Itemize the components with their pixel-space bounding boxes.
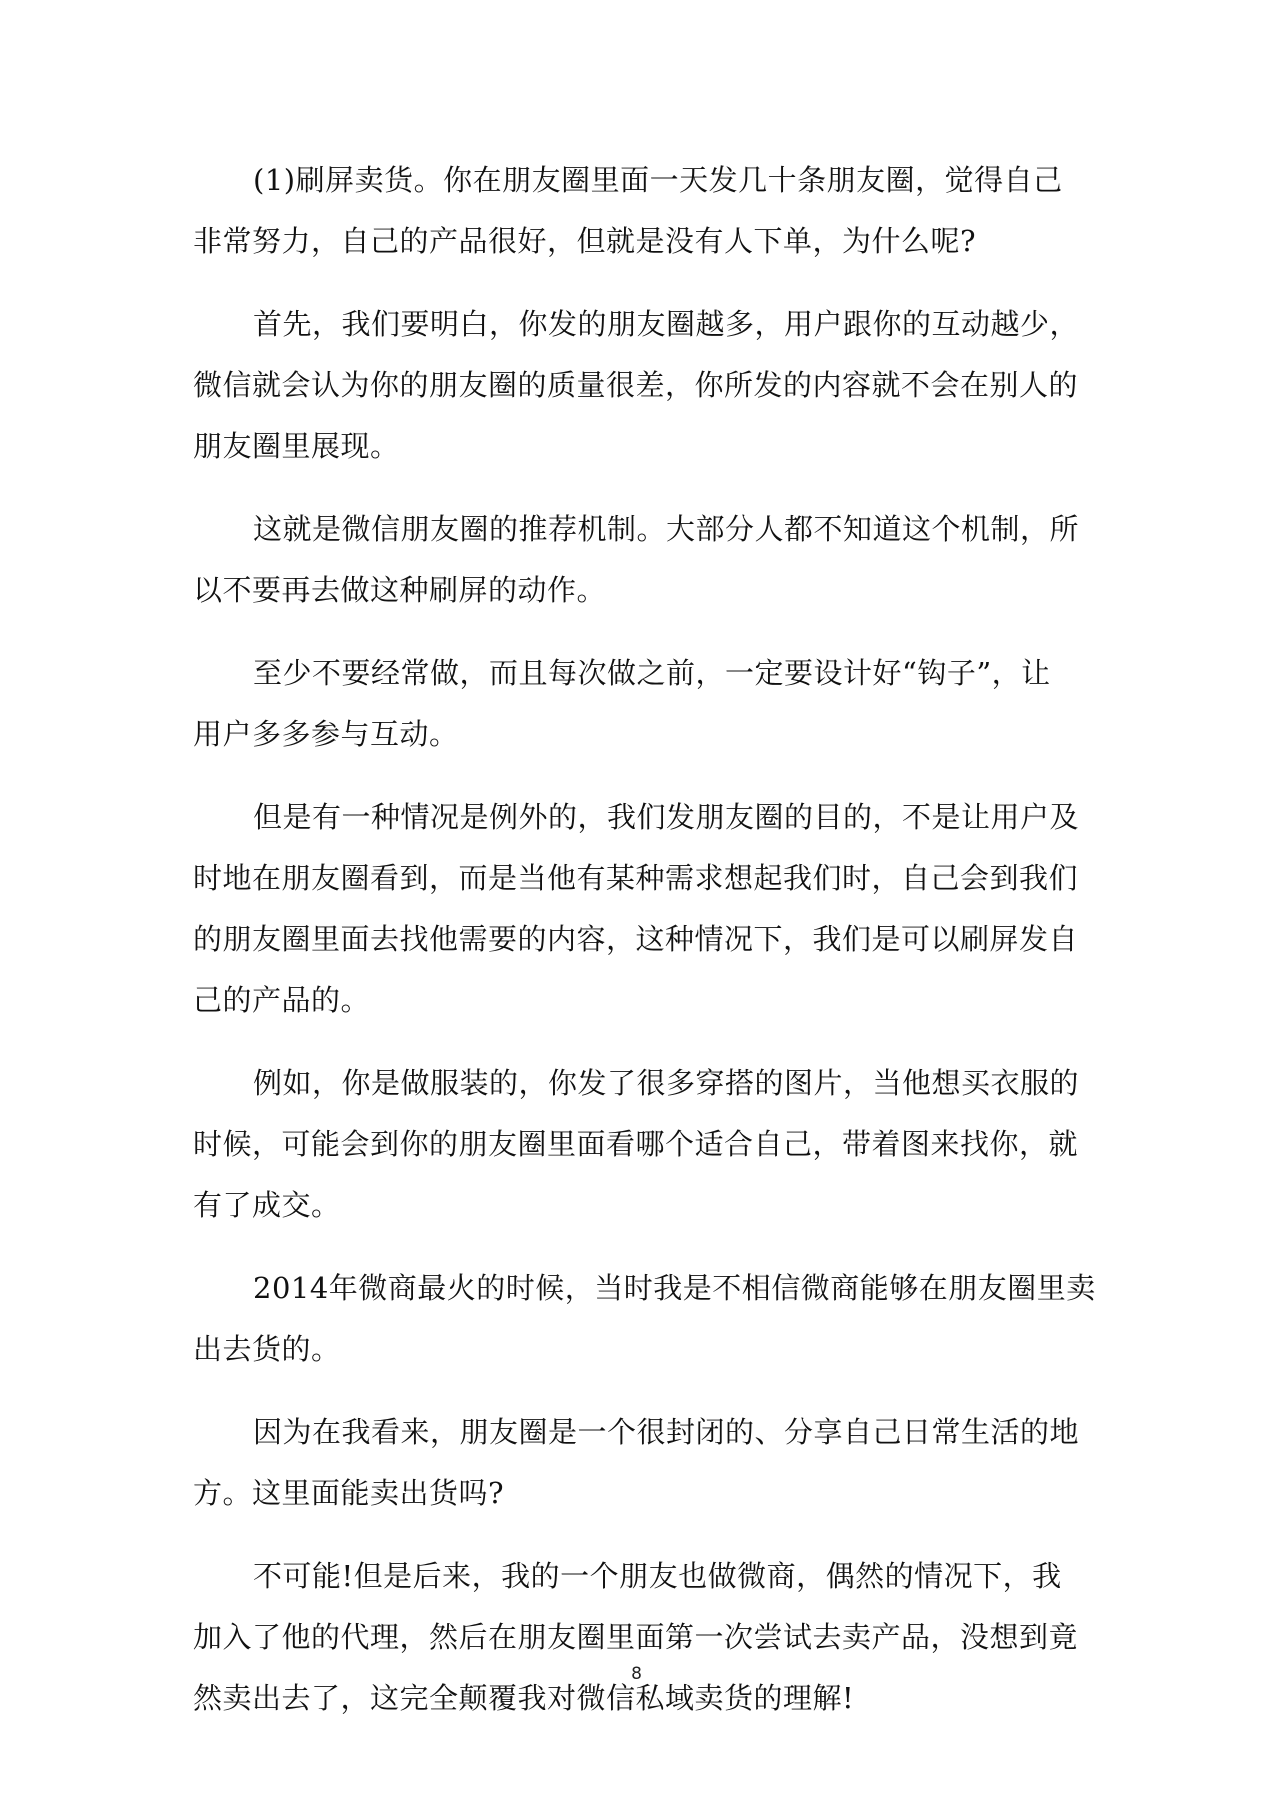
text-line: 用户多多参与互动。: [193, 717, 459, 751]
text-line: 至少不要经常做，而且每次做之前，一定要设计好“钩子”，让: [253, 656, 1051, 690]
text-line: 朋友圈里展现。: [193, 429, 400, 463]
text-line: 2014年微商最火的时候，当时我是不相信微商能够在朋友圈里卖: [253, 1271, 1096, 1305]
text-line: 加入了他的代理，然后在朋友圈里面第一次尝试去卖产品，没想到竟: [193, 1620, 1079, 1654]
paragraph-4: [193, 643, 1088, 765]
text-line: 不可能!但是后来，我的一个朋友也做微商，偶然的情况下，我: [253, 1559, 1062, 1593]
text-line: 然卖出去了，这完全颠覆我对微信私域卖货的理解!: [193, 1681, 855, 1715]
text-line: (1)刷屏卖货。你在朋友圈里面一天发几十条朋友圈，觉得自己: [253, 163, 1063, 197]
paragraph-5: [193, 787, 1088, 1031]
text-line: 的朋友圈里面去找他需要的内容，这种情况下，我们是可以刷屏发自: [193, 922, 1079, 956]
paragraph-6: [193, 1053, 1088, 1236]
text-line: 时地在朋友圈看到，而是当他有某种需求想起我们时，自己会到我们: [193, 861, 1079, 895]
text-line: 但是有一种情况是例外的，我们发朋友圈的目的，不是让用户及: [253, 800, 1080, 834]
paragraph-2: [193, 294, 1088, 477]
text-line: 己的产品的。: [193, 983, 371, 1017]
page-number: 8: [631, 1664, 642, 1684]
text-line: 以不要再去做这种刷屏的动作。: [193, 573, 607, 607]
text-line: 微信就会认为你的朋友圈的质量很差，你所发的内容就不会在别人的: [193, 368, 1079, 402]
paragraph-9: [193, 1546, 1088, 1729]
text-line: 出去货的。: [193, 1332, 341, 1366]
text-line: 非常努力，自己的产品很好，但就是没有人下单，为什么呢?: [193, 224, 977, 258]
text-line: 首先，我们要明白，你发的朋友圈越多，用户跟你的互动越少，: [253, 307, 1080, 341]
paragraph-3: [193, 499, 1088, 621]
text-line: 这就是微信朋友圈的推荐机制。大部分人都不知道这个机制，所: [253, 512, 1080, 546]
text-line: 因为在我看来，朋友圈是一个很封闭的、分享自己日常生活的地: [253, 1415, 1080, 1449]
paragraph-1: [193, 150, 1088, 272]
paragraph-7: [193, 1258, 1096, 1380]
text-line: 有了成交。: [193, 1188, 341, 1222]
paragraph-8: [193, 1402, 1088, 1524]
text-line: 方。这里面能卖出货吗?: [193, 1476, 505, 1510]
text-line: 例如，你是做服装的，你发了很多穿搭的图片，当他想买衣服的: [253, 1066, 1080, 1100]
text-line: 时候，可能会到你的朋友圈里面看哪个适合自己，带着图来找你，就: [193, 1127, 1079, 1161]
body-text: [193, 150, 1096, 1751]
